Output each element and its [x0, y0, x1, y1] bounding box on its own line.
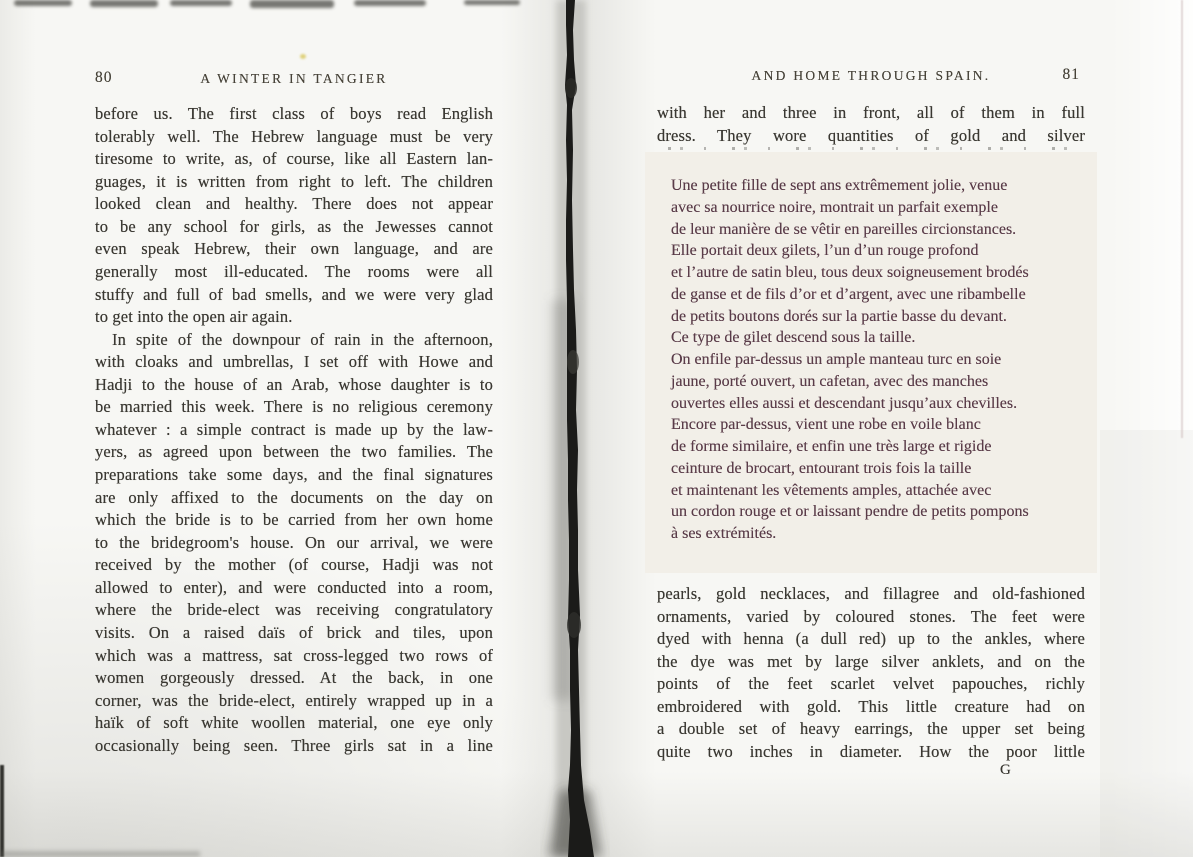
- left-page-text: [95, 103, 493, 757]
- text-line: whatever : a simple contract is made up by the law-: [95, 419, 493, 439]
- text-line: tiresome to write, as, of course, like all Eastern lan-: [95, 149, 493, 169]
- text-line: be married this week. There is no religious ceremony: [95, 397, 493, 417]
- binding-knot: [567, 612, 581, 638]
- text-line: quite two inches in diameter. How the poor little: [657, 741, 1085, 761]
- text-line: with cloaks and umbrellas, I set off with Howe and: [95, 352, 493, 372]
- text-line: women gorgeously dressed. At the back, in one: [95, 668, 493, 688]
- text-line: corner, was the bride-elect, entirely wrapped up in a: [95, 690, 493, 710]
- left-page-number: 80: [95, 69, 113, 86]
- translation-overlay: [645, 152, 1097, 573]
- translation-line: de petits boutons dorés sur la partie basse du devant.: [671, 307, 1007, 325]
- translation-line: de forme similaire, et enfin une très large et rigide: [671, 438, 992, 455]
- clipped-text-line: [658, 145, 1078, 152]
- right-running-title: AND HOME THROUGH SPAIN.: [751, 68, 991, 83]
- translation-line: Elle portait deux gilets, l’un d’un rouge profond: [671, 242, 979, 260]
- text-line: which the bride is to be carried from her own home: [95, 510, 493, 530]
- text-line: dress. They wore quantities of gold and silver: [657, 125, 1085, 145]
- text-line: the dye was met by large silver anklets, and on the: [657, 651, 1085, 671]
- text-line: which was a mattress, sat cross-legged two rows of: [95, 645, 493, 665]
- text-line: ornaments, varied by coloured stones. The feet were: [657, 606, 1085, 626]
- scan-smudge: [354, 0, 426, 6]
- text-line: points of the feet scarlet velvet papouches, richly: [657, 674, 1085, 694]
- text-line: looked clean and healthy. There does not appear: [95, 194, 493, 214]
- text-line: guages, it is written from right to left. The children: [95, 171, 493, 191]
- text-line: visits. On a raised daïs of brick and tiles, upon: [95, 622, 493, 642]
- translation-line: et l’autre de satin bleu, tous deux soigneusement brodés: [671, 264, 1029, 281]
- text-line: haïk of soft white woollen material, one eye only: [95, 713, 493, 733]
- right-edge-shade: [1100, 430, 1193, 857]
- translation-line: ceinture de brocart, entourant trois fois la taille: [671, 459, 972, 477]
- text-line: allowed to enter), and were conducted into a room,: [95, 577, 493, 597]
- text-line: even speak Hebrew, their own language, and are: [95, 239, 493, 259]
- translation-line: un cordon rouge et or laissant pendre de petits pompons: [671, 503, 1029, 521]
- text-line: before us. The first class of boys read English: [95, 104, 493, 123]
- text-line: yers, as agreed upon between the two families. The: [95, 442, 493, 462]
- scan-smudge: [14, 0, 72, 6]
- text-line: preparations take some days, and the final signatures: [95, 465, 493, 484]
- signature-mark: G: [1000, 762, 1011, 778]
- text-line: embroidered with gold. This little creature had on: [657, 696, 1085, 716]
- bottom-edge-shadow: [0, 851, 200, 857]
- right-page-text-top: [657, 102, 1085, 147]
- translation-line: On enfile par-dessus un ample manteau turc en soie: [671, 351, 1002, 368]
- text-line: a double set of heavy earrings, the upper set being: [657, 719, 1085, 739]
- translation-line: de ganse et de fils d’or et d’argent, avec une ribambelle: [671, 285, 1026, 303]
- translation-line: Ce type de gilet descend sous la taille.: [671, 329, 916, 347]
- text-line: are only affixed to the documents on the day on: [95, 487, 493, 507]
- text-line: to the bridegroom's house. On our arrival, we were: [95, 532, 493, 552]
- translation-line: Encore par-dessus, vient une robe en voile blanc: [671, 416, 981, 434]
- left-edge-shadow: [0, 765, 4, 857]
- text-line: In spite of the downpour of rain in the afternoon,: [112, 329, 493, 349]
- text-line: stuffy and full of bad smells, and we were very glad: [95, 284, 493, 304]
- text-line: pearls, gold necklaces, and fillagree and old-fashioned: [657, 584, 1085, 603]
- dust-speck: [300, 54, 306, 59]
- text-line: occasionally being seen. Three girls sat in a line: [95, 735, 493, 755]
- translation-line: et maintenant les vêtements amples, attachée avec: [671, 481, 992, 499]
- text-line: generally most ill-educated. The rooms were all: [95, 261, 493, 281]
- right-page-text-bottom: [657, 583, 1085, 764]
- scan-smudge: [90, 0, 158, 7]
- translation-line: de leur manière de se vêtir en pareilles circionstances.: [671, 220, 1017, 238]
- binding-knot: [567, 350, 579, 374]
- page-edge-line: [1181, 0, 1183, 438]
- text-line: tolerably well. The Hebrew language must be very: [95, 126, 493, 146]
- translation-line: avec sa nourrice noire, montrait un parfait exemple: [671, 198, 998, 216]
- translation-line: Une petite fille de sept ans extrêmement jolie, venue: [671, 177, 1008, 194]
- left-running-title: A WINTER IN TANGIER: [200, 71, 388, 86]
- text-line: where the bride-elect was receiving congratulatory: [95, 600, 493, 620]
- binding-knot: [565, 78, 577, 98]
- left-page-header: [95, 71, 493, 87]
- clipped-glyph-tops: [658, 147, 1078, 150]
- text-line: to get into the open air again.: [95, 307, 293, 327]
- book-gutter: [540, 0, 610, 857]
- translation-line: jaune, porté ouvert, un cafetan, avec des manches: [671, 372, 989, 390]
- right-page-header: [657, 68, 1085, 84]
- text-line: received by the mother (of course, Hadji was not: [95, 555, 493, 575]
- scan-smudge: [170, 0, 232, 6]
- translation-line: ouvertes elles aussi et descendant jusqu’aux chevilles.: [671, 394, 1018, 412]
- right-page-number: 81: [1062, 66, 1080, 83]
- scan-smudge: [250, 0, 334, 8]
- scan-smudge: [464, 0, 520, 5]
- translation-line: à ses extrémités.: [671, 525, 777, 542]
- text-line: dyed with henna (a dull red) up to the ankles, where: [657, 629, 1085, 649]
- text-line: to be any school for girls, as the Jewesses cannot: [95, 216, 493, 236]
- text-line: Hadji to the house of an Arab, whose daughter is to: [95, 374, 493, 394]
- text-line: with her and three in front, all of them in full: [657, 103, 1085, 122]
